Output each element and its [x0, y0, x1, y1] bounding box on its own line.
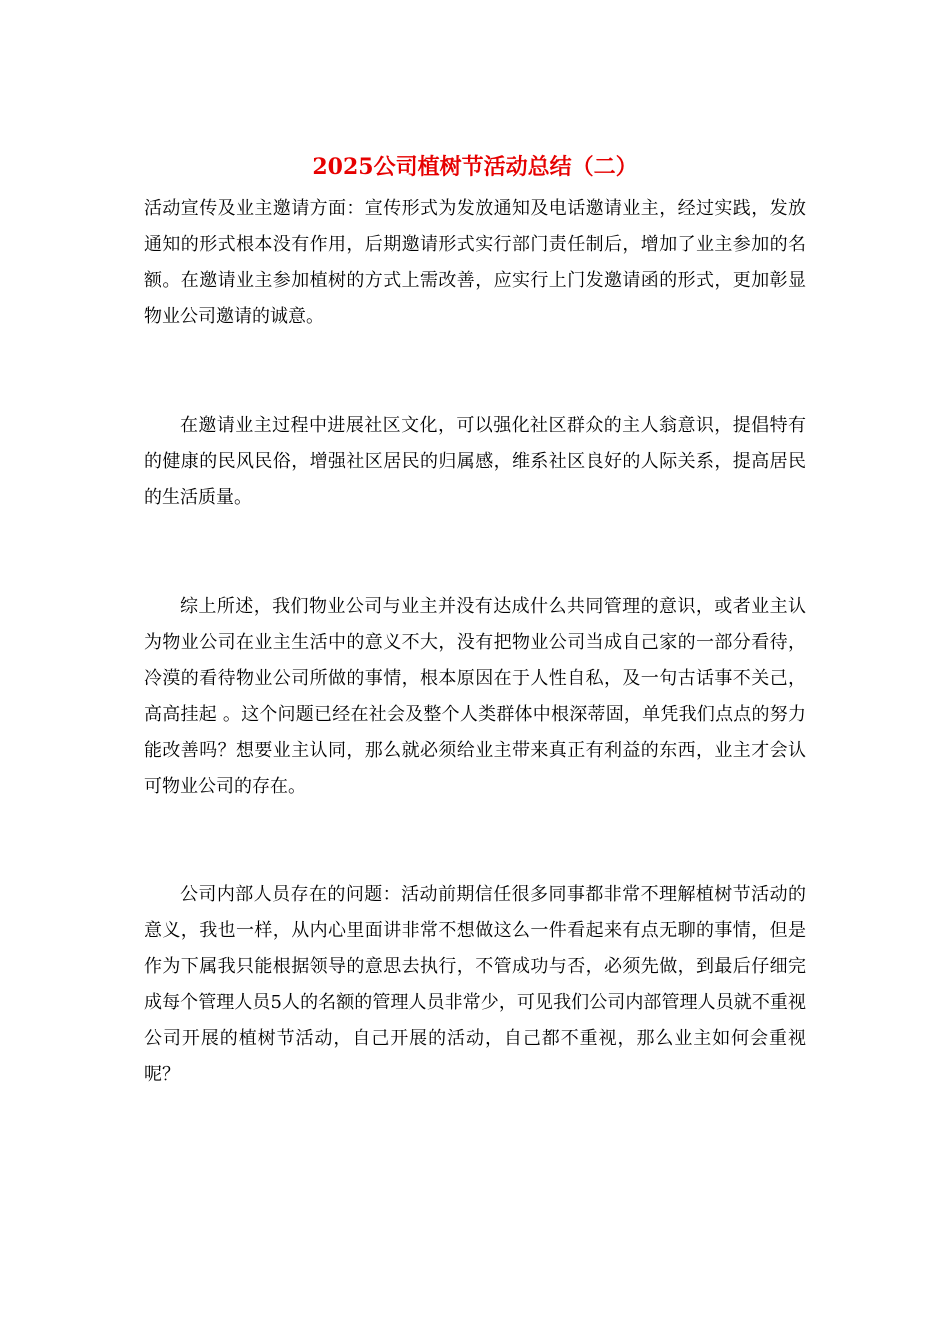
document-title: 2025公司植树节活动总结（二）: [312, 154, 638, 180]
paragraph-internal-issues: 公司内部人员存在的问题：活动前期信任很多同事都非常不理解植树节活动的意义，我也一样，从内心里面讲非常不想做这么一件看起来有点无聊的事情，但是作为下属我只能根据领导的意思去执行，不管成功与否，必须先做，到最后仔细完成每个管理人员5人的名额的管理人员非常少，可见我们公司内部管理人员就不重视公司开展的植树节活动，自己开展的活动，自己都不重视，那么业主如何会重视呢？: [144, 884, 806, 1085]
paragraph-publicity: 活动宣传及业主邀请方面：宣传形式为发放通知及电话邀请业主，经过实践，发放通知的形式根本没有作用，后期邀请形式实行部门责任制后，增加了业主参加的名额。在邀请业主参加植树的方式上需改善，应实行上门发邀请函的形式，更加彰显物业公司邀请的诚意。: [144, 198, 806, 327]
paragraph-community-culture: 在邀请业主过程中进展社区文化，可以强化社区群众的主人翁意识，提倡特有的健康的民风民俗，增强社区居民的归属感，维系社区良好的人际关系，提高居民的生活质量。: [144, 415, 806, 508]
paragraph-summary: 综上所述，我们物业公司与业主并没有达成什么共同管理的意识，或者业主认为物业公司在业主生活中的意义不大，没有把物业公司当成自己家的一部分看待，冷漠的看待物业公司所做的事情，根本原因在于人性自私，及一句古话事不关己，高高挂起 。这个问题已经在社会及整个人类群体中根深蒂固，单凭我们点点的努力能改善吗？想要业主认同，那么就必须给业主带来真正有利益的东西，业主才会认可物业公司的存在。: [144, 596, 806, 797]
